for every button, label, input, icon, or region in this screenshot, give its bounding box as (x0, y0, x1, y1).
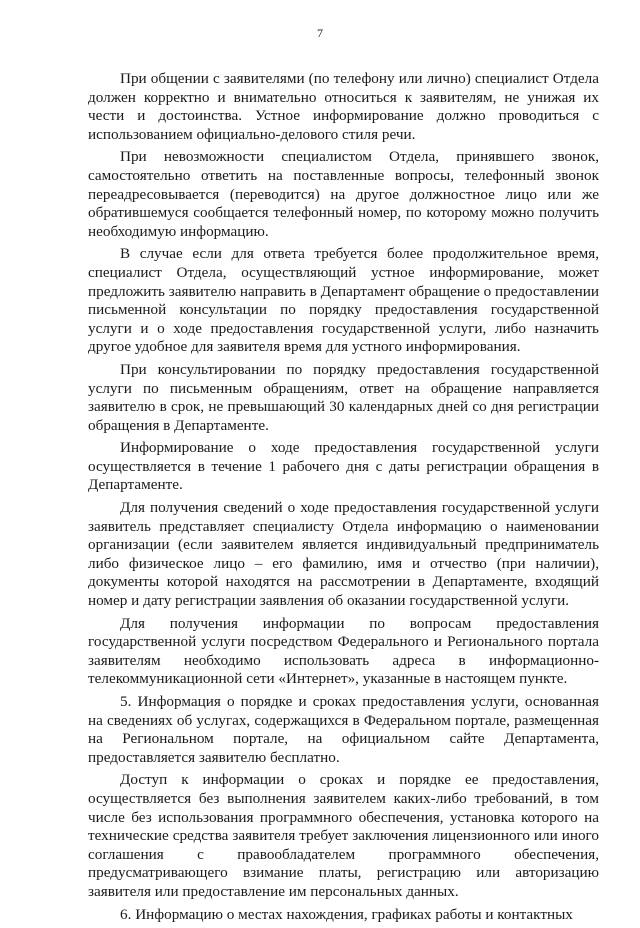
page-number: 7 (317, 26, 323, 40)
paragraph: Для получения сведений о ходе предоставления государственной услуги заявитель представляет специалисту Отдела информацию о наименовании организации (если заявителем является индивидуальный предприниматель либо физическое лицо – его фамилию, имя и отчество (при наличии), документы которой находятся на рассмотрении в Департаменте, входящий номер и дату регистрации заявления об оказании государственной услуги. (88, 499, 599, 610)
paragraph: В случае если для ответа требуется более продолжительное время, специалист Отдела, осуществляющий устное информирование, может предложить заявителю направить в Департамент обращение о предоставлении письменной консультации по порядку предоставления государственной услуги и о ходе предоставления государственной услуги, либо назначить другое удобное для заявителя время для устного информирования. (88, 245, 599, 356)
paragraph: При консультировании по порядку предоставления государственной услуги по письменным обращениям, ответ на обращение направляется заявителю в срок, не превышающий 30 календарных дней со дня регистрации обращения в Департаменте. (88, 360, 599, 434)
paragraph: Информирование о ходе предоставления государственной услуги осуществляется в течение 1 рабочего дня с даты регистрации обращения в Департаменте. (88, 439, 599, 494)
document-body (88, 70, 599, 928)
paragraph: При невозможности специалистом Отдела, принявшего звонок, самостоятельно ответить на поставленные вопросы, телефонный звонок переадресовывается (переводится) на другое должностное лицо или же обратившемуся сообщается телефонный номер, по которому можно получить необходимую информацию. (88, 148, 599, 240)
paragraph: Для получения информации по вопросам предоставления государственной услуги посредством Федерального и Регионального портала заявителям необходимо использовать адреса в информационно-телекоммуникационной сети «Интернет», указанные в настоящем пункте. (88, 614, 599, 688)
paragraph: 5. Информация о порядке и сроках предоставления услуги, основанная на сведениях об услугах, содержащихся в Федеральном портале, размещенная на Региональном портале, на официальном сайте Департамента, предоставляется заявителю бесплатно. (88, 693, 599, 766)
paragraph: Доступ к информации о сроках и порядке ее предоставления, осуществляется без выполнения заявителем каких-либо требований, в том числе без использования программного обеспечения, установка которого на технические средства заявителя требует заключения лицензионного или иного соглашения с правообладателем программного обеспечения, предусматривающего взимание платы, регистрацию или авторизацию заявителя или предоставление им персональных данных. (88, 771, 599, 900)
paragraph: При общении с заявителями (по телефону или лично) специалист Отдела должен корректно и внимательно относиться к заявителям, не унижая их чести и достоинства. Устное информирование должно проводиться с использованием официально-делового стиля речи. (88, 70, 599, 143)
paragraph: 6. Информацию о местах нахождения, графиках работы и контактных (120, 905, 573, 923)
